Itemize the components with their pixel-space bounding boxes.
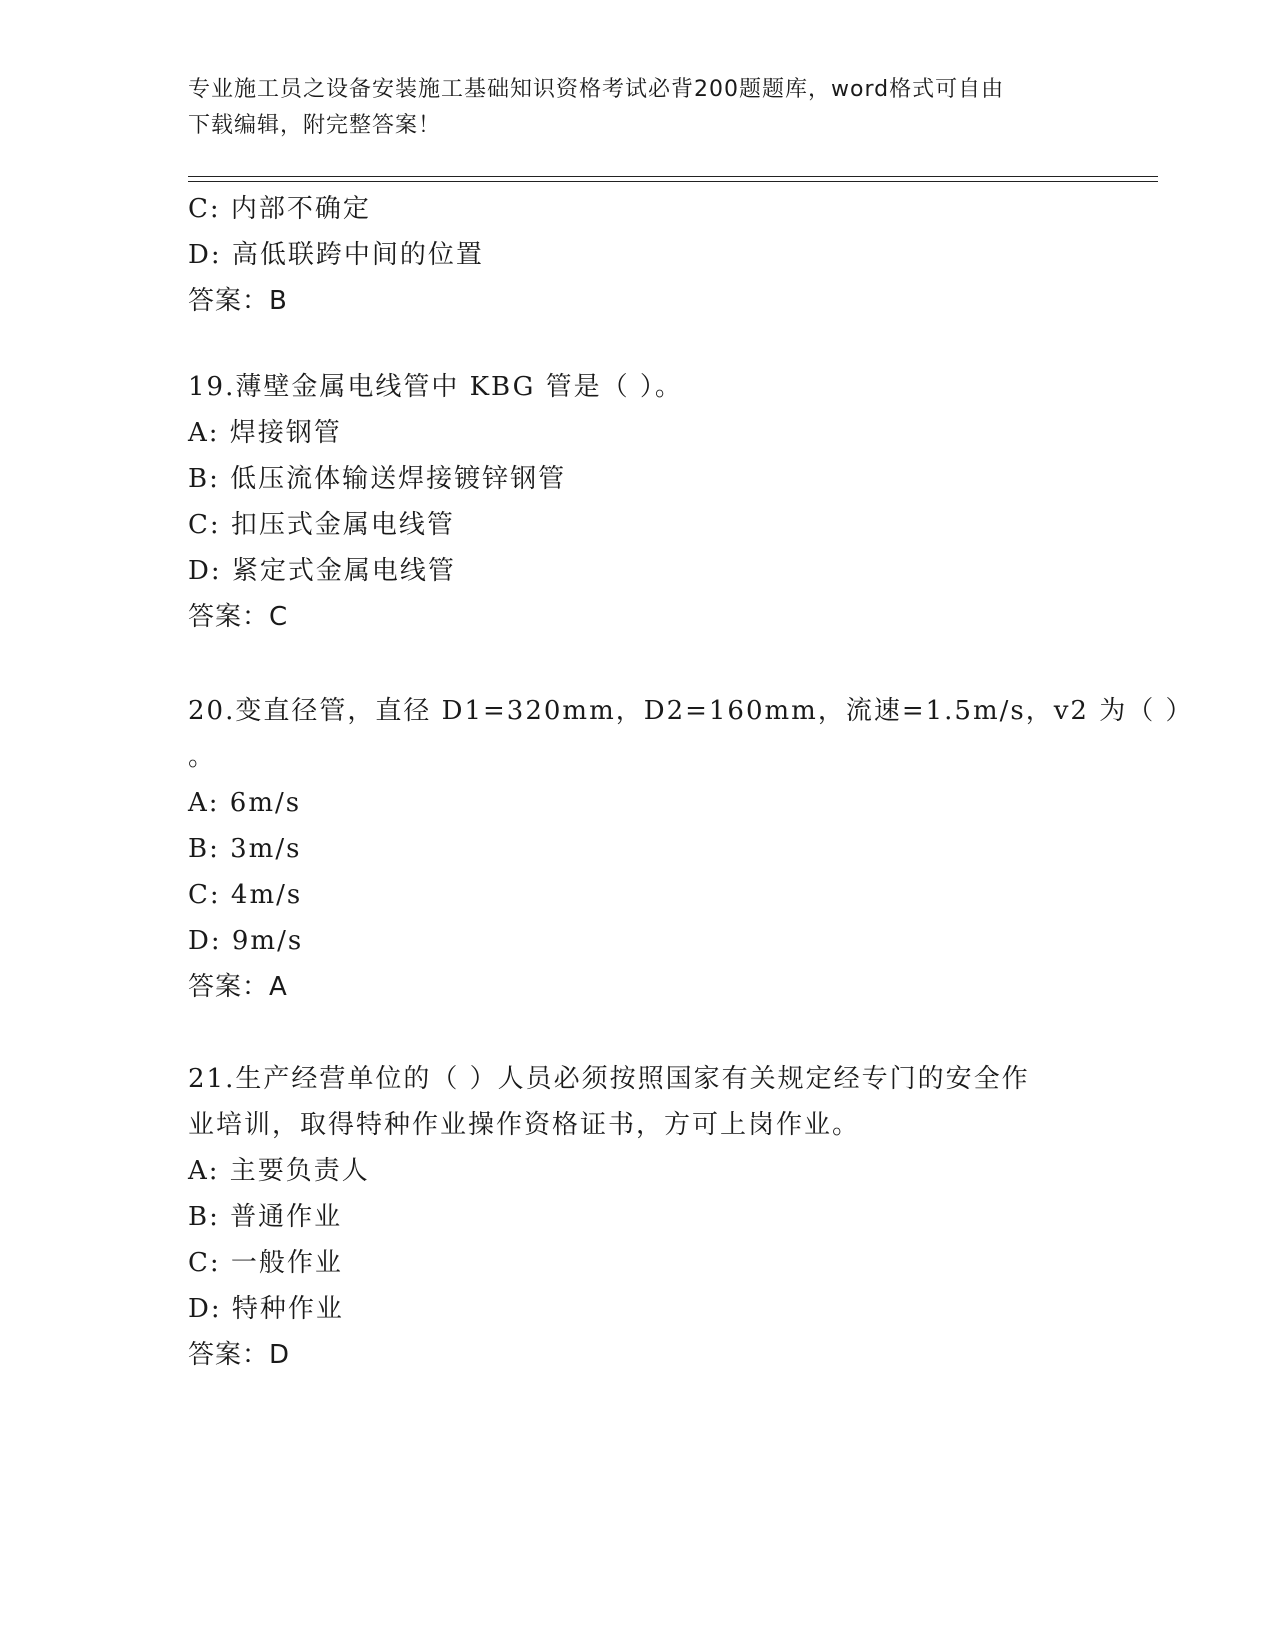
option-b: B: 普通作业 bbox=[188, 1202, 343, 1232]
option-b: B: 3m/s bbox=[188, 834, 302, 864]
question-stem-line-2: 业培训，取得特种作业操作资格证书，方可上岗作业。 bbox=[188, 1110, 861, 1140]
option-c: C: 一般作业 bbox=[188, 1248, 343, 1278]
header-divider-bottom bbox=[188, 181, 1158, 182]
question-stem-line-1: 21.生产经营单位的（ ）人员必须按照国家有关规定经专门的安全作 bbox=[188, 1064, 1030, 1094]
answer: 答案：B bbox=[188, 286, 288, 316]
document-title bbox=[188, 72, 1088, 144]
option-d: D: 紧定式金属电线管 bbox=[188, 556, 456, 586]
answer: 答案：D bbox=[188, 1340, 291, 1370]
question-20 bbox=[188, 688, 1194, 1010]
question-stem-line-2: 。 bbox=[188, 742, 217, 772]
option-a: A: 6m/s bbox=[188, 788, 302, 818]
document-title-line-1: 专业施工员之设备安装施工基础知识资格考试必背200题题库，word格式可自由 bbox=[188, 77, 1005, 102]
question-19 bbox=[188, 364, 1088, 640]
document-title-line-2: 下载编辑，附完整答案！ bbox=[188, 113, 442, 138]
option-c: C: 扣压式金属电线管 bbox=[188, 510, 455, 540]
question-stem-line-1: 20.变直径管，直径 D1=320mm，D2=160mm，流速=1.5m/s，v2 为（ ） bbox=[188, 696, 1194, 726]
answer: 答案：A bbox=[188, 972, 288, 1002]
option-a: A: 主要负责人 bbox=[188, 1156, 370, 1186]
option-c: C: 4m/s bbox=[188, 880, 303, 910]
question-21 bbox=[188, 1056, 1088, 1378]
option-b: B: 低压流体输送焊接镀锌钢管 bbox=[188, 464, 567, 494]
question-18-continued bbox=[188, 186, 1088, 324]
answer: 答案：C bbox=[188, 602, 289, 632]
option-d: D: 特种作业 bbox=[188, 1294, 344, 1324]
option-d: D: 9m/s bbox=[188, 926, 304, 956]
option-d: D: 高低联跨中间的位置 bbox=[188, 240, 484, 270]
option-a: A: 焊接钢管 bbox=[188, 418, 342, 448]
header-divider-top bbox=[188, 176, 1158, 177]
option-c: C: 内部不确定 bbox=[188, 194, 371, 224]
question-stem: 19.薄壁金属电线管中 KBG 管是（ ）。 bbox=[188, 372, 683, 402]
